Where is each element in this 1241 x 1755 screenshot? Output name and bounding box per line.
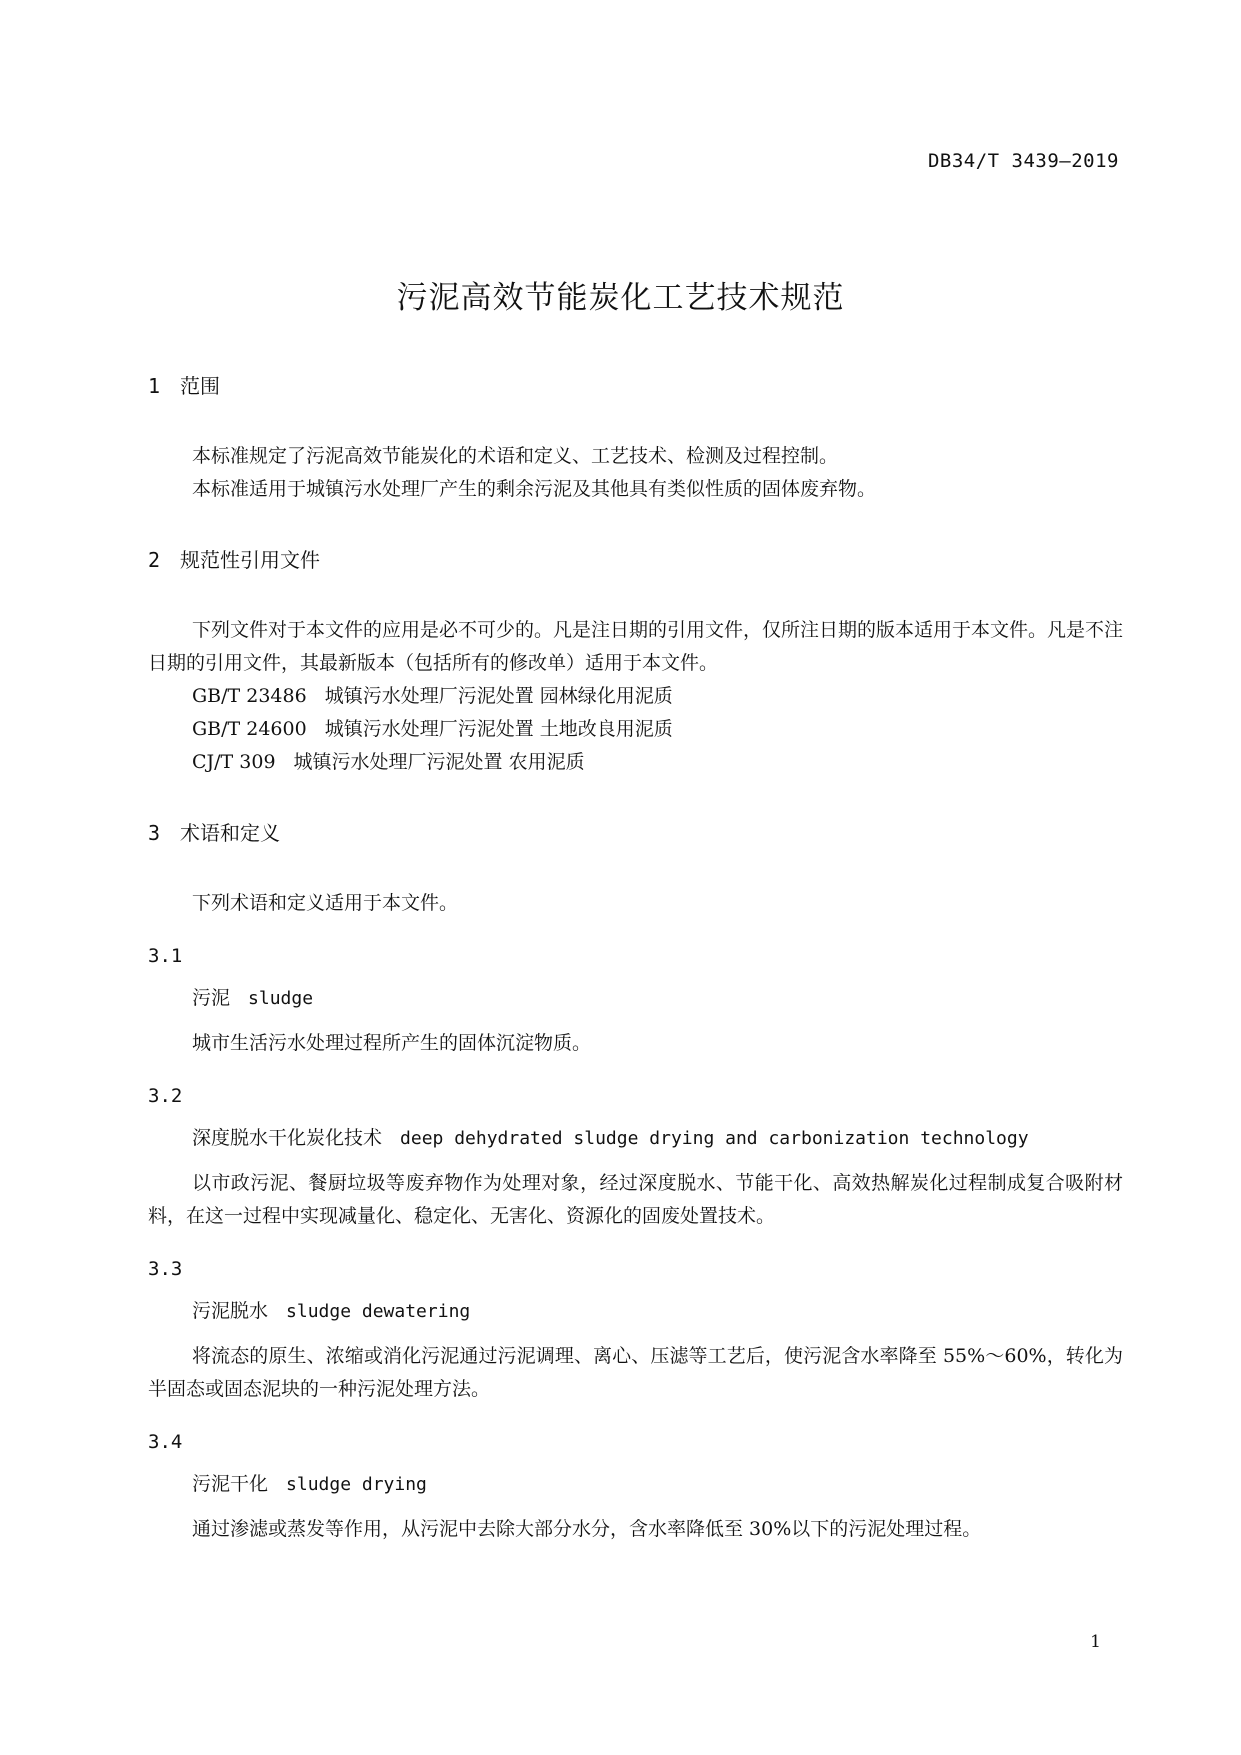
- term-number: 3.1: [148, 945, 183, 967]
- paragraph: 下列文件对于本文件的应用是必不可少的。凡是注日期的引用文件，仅所注日期的版本适用于本文件。凡是不注日期的引用文件，其最新版本（包括所有的修改单）适用于本文件。: [148, 619, 1124, 674]
- section-number: 3: [148, 821, 161, 845]
- section-title: 规范性引用文件: [180, 548, 320, 572]
- reference-item: [148, 746, 1123, 779]
- term-definition: 将流态的原生、浓缩或消化污泥通过污泥调理、离心、压滤等工艺后，使污泥含水率降至 55%～60%，转化为半固态或固态泥块的一种污泥处理方法。: [148, 1345, 1123, 1400]
- term-name: [148, 1297, 1123, 1326]
- reference-item: [148, 713, 1123, 746]
- paragraph: 下列术语和定义适用于本文件。: [192, 892, 459, 914]
- term-name-en: sludge: [248, 988, 314, 1009]
- term-definition: 通过渗滤或蒸发等作用，从污泥中去除大部分水分，含水率降低至 30%以下的污泥处理过程。: [192, 1518, 982, 1540]
- reference-code: CJ/T 309: [192, 751, 276, 773]
- reference-item: [148, 680, 1123, 713]
- term-number: 3.3: [148, 1258, 183, 1280]
- section-number: 1: [148, 374, 161, 398]
- term-definition: 以市政污泥、餐厨垃圾等废弃物作为处理对象，经过深度脱水、节能干化、高效热解炭化过程制成复合吸附材料，在这一过程中实现减量化、稳定化、无害化、资源化的固废处置技术。: [148, 1172, 1123, 1227]
- term-name-en: sludge dewatering: [286, 1301, 471, 1322]
- section-heading-scope: [148, 372, 1123, 400]
- reference-title: 城镇污水处理厂污泥处置 园林绿化用泥质: [324, 685, 673, 707]
- term-name-cn: 深度脱水干化炭化技术: [192, 1127, 383, 1149]
- term-name-cn: 污泥: [192, 987, 231, 1009]
- term-number: 3.2: [148, 1085, 183, 1107]
- reference-code: GB/T 24600: [192, 718, 307, 740]
- term-name-cn: 污泥干化: [192, 1473, 269, 1495]
- paragraph: 本标准规定了污泥高效节能炭化的术语和定义、工艺技术、检测及过程控制。: [192, 445, 839, 467]
- document-code: DB34/T 3439—2019: [927, 150, 1119, 172]
- section-title: 范围: [180, 374, 220, 398]
- term-name-cn: 污泥脱水: [192, 1300, 269, 1322]
- paragraph: 本标准适用于城镇污水处理厂产生的剩余污泥及其他具有类似性质的固体废弃物。: [192, 478, 877, 500]
- section-heading-normative-references: [148, 546, 1123, 574]
- term-name: [148, 1470, 1123, 1499]
- page-number: 1: [1090, 1632, 1101, 1652]
- reference-title: 城镇污水处理厂污泥处置 农用泥质: [293, 751, 585, 773]
- document-title: 污泥高效节能炭化工艺技术规范: [396, 280, 845, 316]
- section-number: 2: [148, 548, 161, 572]
- section-heading-terms-and-definitions: [148, 819, 1123, 847]
- term-name-en: sludge drying: [286, 1474, 427, 1495]
- reference-code: GB/T 23486: [192, 685, 307, 707]
- document-body: [148, 372, 1123, 1546]
- term-name: [148, 984, 1123, 1013]
- reference-title: 城镇污水处理厂污泥处置 土地改良用泥质: [324, 718, 673, 740]
- section-title: 术语和定义: [180, 821, 280, 845]
- term-name: [148, 1124, 1123, 1153]
- term-definition: 城市生活污水处理过程所产生的固体沉淀物质。: [192, 1032, 592, 1054]
- term-number: 3.4: [148, 1431, 183, 1453]
- term-name-en: deep dehydrated sludge drying and carbonization technology: [400, 1128, 1029, 1149]
